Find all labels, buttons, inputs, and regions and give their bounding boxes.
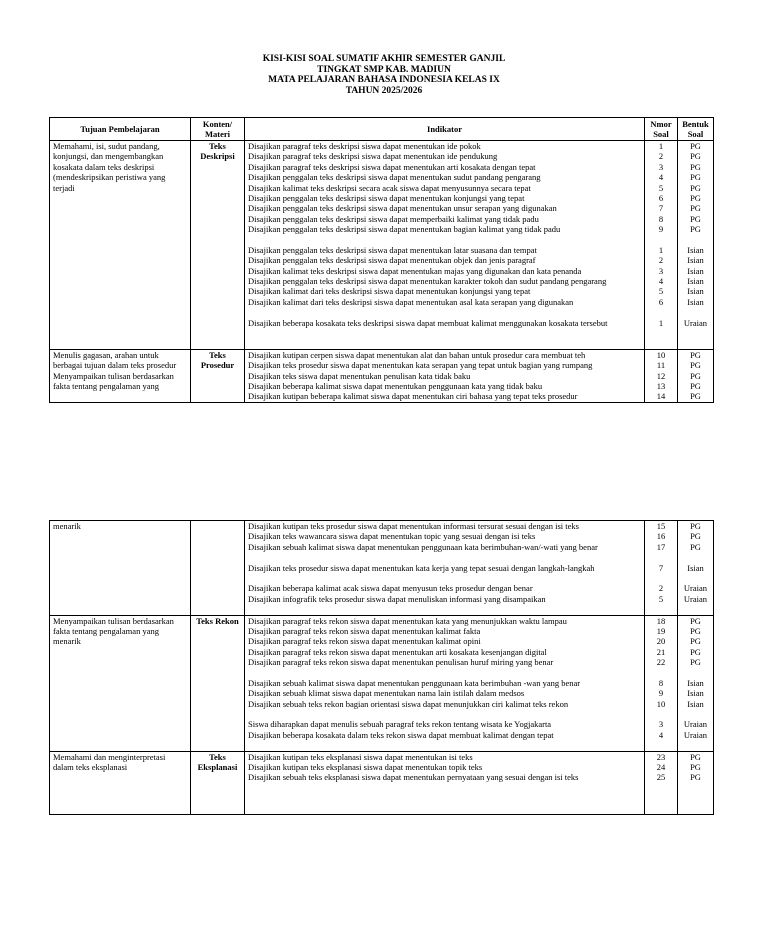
bentuk-soal: Isian (687, 276, 704, 287)
nomor-soal: 1 (658, 244, 664, 255)
indikator-line: Disajikan penggalan teks deskripsi siswa dapat menentukan bagian kalimat yang tidak padu (248, 224, 561, 235)
bentuk-soal (681, 783, 710, 793)
header-title: KISI-KISI SOAL SUMATIF AKHIR SEMESTER GANJIL (262, 54, 506, 64)
nomor-soal: 5 (658, 182, 664, 193)
indikator-line: Disajikan kalimat dari teks deskripsi siswa dapat menentukan asal kata serapan yang digunakan (248, 296, 574, 307)
nomor-soal: 3 (658, 161, 664, 172)
konten-materi-cell (191, 521, 245, 616)
bentuk-soal: Uraian (683, 583, 708, 594)
bentuk-soal: Isian (687, 562, 704, 573)
indikator-line: Disajikan penggalan teks deskripsi siswa dapat menentukan karakter tokoh dan sudut pandang pengarang (248, 276, 607, 287)
bentuk-soal (681, 235, 710, 245)
bentuk-soal: PG (690, 521, 701, 531)
bentuk-soal (681, 328, 710, 338)
nomor-soal (648, 793, 674, 803)
table-section-row (50, 141, 714, 350)
indikator-line: Disajikan sebuah teks eksplanasi siswa dapat menentukan pernyataan yang sesuai dengan isi teks (248, 772, 579, 783)
table-section-row (50, 751, 714, 814)
table-header-row (50, 118, 714, 141)
nomor-soal (648, 338, 674, 348)
indikator-cell (245, 615, 645, 751)
indikator-line (248, 552, 641, 562)
indikator-line: Disajikan kutipan beberapa kalimat siswa dapat menentukan ciri bahasa yang tepat teks prosedur (248, 391, 578, 402)
indikator-line: Disajikan paragraf teks deskripsi siswa dapat menentukan ide pokok (248, 141, 481, 151)
nomor-soal (648, 804, 674, 814)
bentuk-soal: Isian (687, 286, 704, 297)
nomor-soal-cell (645, 141, 678, 350)
indikator-cell (245, 751, 645, 814)
bentuk-soal (681, 573, 710, 583)
indikator-line (248, 235, 641, 245)
bentuk-soal-cell (678, 141, 714, 350)
bentuk-soal: PG (690, 141, 701, 151)
nomor-soal: 19 (656, 625, 666, 636)
nomor-soal: 10 (656, 698, 666, 709)
header-subject: MATA PELAJARAN BAHASA INDONESIA KELAS IX (268, 75, 500, 85)
nomor-soal: 22 (656, 657, 666, 668)
nomor-soal: 13 (656, 380, 666, 391)
nomor-soal: 4 (658, 729, 664, 740)
indikator-line (248, 740, 641, 750)
bentuk-soal: Isian (687, 698, 704, 709)
nomor-soal: 2 (658, 255, 664, 266)
indikator-line (248, 604, 641, 614)
indikator-line: Disajikan paragraf teks deskripsi siswa dapat menentukan arti kosakata dengan tepat (248, 161, 536, 172)
bentuk-soal: PG (690, 615, 701, 626)
bentuk-soal: PG (690, 224, 701, 235)
indikator-line: Disajikan paragraf teks rekon siswa dapat menentukan arti kosakata kesenjangan digital (248, 646, 547, 657)
bentuk-soal: PG (690, 213, 701, 224)
indikator-cell (245, 141, 645, 350)
indikator-line: Disajikan penggalan teks deskripsi siswa dapat memperbaiki kalimat yang tidak padu (248, 213, 539, 224)
indikator-line (248, 328, 641, 338)
bentuk-soal: Isian (687, 688, 704, 699)
indikator-line: Disajikan paragraf teks deskripsi siswa dapat menentukan ide pendukung (248, 151, 498, 162)
konten-materi-cell: Teks Rekon (191, 615, 245, 751)
tujuan-pembelajaran-cell: Memahami, isi, sudut pandang, konjungsi, dan mengembangkan kosakata dalam teks deskripsi (mendeskripsikan peristiwa yang terjadi (50, 141, 191, 350)
nomor-soal (648, 307, 674, 317)
nomor-soal: 23 (656, 751, 666, 762)
nomor-soal: 5 (658, 593, 664, 604)
bentuk-soal: Uraian (683, 729, 708, 740)
table-section-row (50, 615, 714, 751)
nomor-soal: 4 (658, 172, 664, 183)
indikator-line: Disajikan penggalan teks deskripsi siswa dapat menentukan unsur serapan yang digunakan (248, 203, 557, 214)
bentuk-soal: PG (690, 761, 701, 772)
bentuk-soal: PG (690, 161, 701, 172)
nomor-soal (648, 604, 674, 614)
nomor-soal-cell (645, 751, 678, 814)
bentuk-soal (681, 667, 710, 677)
bentuk-soal-cell (678, 615, 714, 751)
indikator-line: Disajikan paragraf teks rekon siswa dapat menentukan kalimat fakta (248, 625, 481, 636)
bentuk-soal-cell (678, 521, 714, 616)
indikator-line: Disajikan penggalan teks deskripsi siswa dapat menentukan sudut pandang pengarang (248, 172, 541, 183)
indikator-line: Disajikan paragraf teks rekon siswa dapat menentukan kalimat opini (248, 636, 481, 647)
bentuk-soal: PG (690, 646, 701, 657)
bentuk-soal (681, 709, 710, 719)
tujuan-pembelajaran-cell: Menulis gagasan, arahan untuk berbagai tujuan dalam teks prosedur Menyampaikan tulisan berdasarkan fakta tentang pengalaman yang (50, 349, 191, 402)
header-tujuan: Tujuan Pembelajaran (50, 118, 191, 141)
document-header (0, 54, 768, 96)
indikator-line (248, 573, 641, 583)
indikator-line: Disajikan paragraf teks rekon siswa dapat menentukan kata yang menunjukkan waktu lampau (248, 615, 567, 626)
indikator-line (248, 804, 641, 814)
nomor-soal: 18 (656, 615, 666, 626)
bentuk-soal: PG (690, 657, 701, 668)
bentuk-soal: PG (690, 772, 701, 783)
indikator-line (248, 793, 641, 803)
nomor-soal: 1 (658, 317, 664, 328)
bentuk-soal: PG (690, 203, 701, 214)
nomor-soal: 16 (656, 531, 666, 542)
bentuk-soal: Isian (687, 265, 704, 276)
nomor-soal: 12 (656, 370, 666, 381)
bentuk-soal (681, 793, 710, 803)
indikator-line (248, 783, 641, 793)
header-level: TINGKAT SMP KAB. MADIUN (317, 64, 451, 75)
nomor-soal: 3 (658, 265, 664, 276)
indikator-line: Disajikan teks prosedur siswa dapat menentukan kata kerja yang tepat sesuai dengan langkah-langkah (248, 562, 595, 573)
bentuk-soal: Isian (687, 296, 704, 307)
bentuk-soal (681, 604, 710, 614)
indikator-line (248, 667, 641, 677)
tujuan-pembelajaran-cell: Menyampaikan tulisan berdasarkan fakta tentang pengalaman yang menarik (50, 615, 191, 751)
indikator-line: Disajikan beberapa kosakata dalam teks rekon siswa dapat membuat kalimat dengan tepat (248, 729, 554, 740)
bentuk-soal: PG (690, 541, 701, 552)
indikator-line (248, 307, 641, 317)
nomor-soal: 1 (658, 141, 664, 151)
indikator-line: Disajikan paragraf teks rekon siswa dapat menentukan penulisan huruf miring yang benar (248, 657, 554, 668)
nomor-soal (648, 573, 674, 583)
indikator-line: Disajikan kutipan teks prosedur siswa dapat menentukan informasi tersurat sesuai dengan isi teks (248, 521, 579, 531)
nomor-soal-cell (645, 349, 678, 402)
table-section-row (50, 349, 714, 402)
nomor-soal: 2 (658, 583, 664, 594)
indikator-line: Disajikan sebuah kalimat siswa dapat menentukan penggunaan kata berimbuhan -wan yang benar (248, 677, 581, 688)
nomor-soal: 11 (656, 360, 666, 371)
nomor-soal: 5 (658, 286, 664, 297)
indikator-line (248, 709, 641, 719)
nomor-soal: 7 (658, 203, 664, 214)
bentuk-soal: Isian (687, 244, 704, 255)
indikator-line: Disajikan sebuah klimat siswa dapat menentukan nama lain istilah dalam medsos (248, 688, 525, 699)
header-konten: Konten/ Materi (191, 118, 245, 141)
bentuk-soal: PG (690, 531, 701, 542)
bentuk-soal-cell (678, 751, 714, 814)
indikator-line: Disajikan teks siswa dapat menentukan penulisan kata tidak baku (248, 370, 471, 381)
bentuk-soal: Isian (687, 677, 704, 688)
nomor-soal (648, 740, 674, 750)
bentuk-soal-cell (678, 349, 714, 402)
nomor-soal: 6 (658, 296, 664, 307)
indikator-line: Disajikan sebuah teks rekon bagian orientasi siswa dapat menunjukkan ciri kalimat teks rekon (248, 698, 569, 709)
tujuan-pembelajaran-cell: Memahami dan menginterpretasi dalam teks eksplanasi (50, 751, 191, 814)
bentuk-soal: PG (690, 751, 701, 762)
bentuk-soal (681, 740, 710, 750)
nomor-soal: 7 (658, 562, 664, 573)
nomor-soal: 9 (658, 224, 664, 235)
bentuk-soal: Uraian (683, 719, 708, 730)
nomor-soal: 15 (656, 521, 666, 531)
bentuk-soal: PG (690, 182, 701, 193)
indikator-line: Disajikan beberapa kalimat acak siswa dapat menyusun teks prosedur dengan benar (248, 583, 533, 594)
indikator-line: Disajikan beberapa kalimat siswa dapat menentukan penggunaan kata yang tidak baku (248, 380, 543, 391)
bentuk-soal: PG (690, 636, 701, 647)
bentuk-soal: Uraian (683, 593, 708, 604)
indikator-line: Disajikan infografik teks prosedur siswa dapat menuliskan informasi yang disampaikan (248, 593, 546, 604)
nomor-soal: 2 (658, 151, 664, 162)
bentuk-soal (681, 552, 710, 562)
indikator-line: Disajikan kutipan cerpen siswa dapat menentukan alat dan bahan untuk prosedur cara membuat teh (248, 349, 586, 360)
nomor-soal: 25 (656, 772, 666, 783)
nomor-soal-cell (645, 521, 678, 616)
nomor-soal: 14 (656, 391, 666, 402)
nomor-soal: 3 (658, 719, 664, 730)
indikator-line (248, 338, 641, 348)
indikator-line: Siswa diharapkan dapat menulis sebuah paragraf teks rekon tentang wisata ke Yogjakarta (248, 719, 552, 730)
nomor-soal: 8 (658, 213, 664, 224)
kisi-table-page-2 (49, 520, 714, 815)
indikator-line: Disajikan sebuah kalimat siswa dapat menentukan penggunaan kata berimbuhan-wan/-wati yang benar (248, 541, 598, 552)
indikator-line: Disajikan teks prosedur siswa dapat menentukan kata serapan yang tepat untuk bagian yang rumpang (248, 360, 593, 371)
tujuan-pembelajaran-cell: menarik (50, 521, 191, 616)
header-indikator: Indikator (245, 118, 645, 141)
nomor-soal: 9 (658, 688, 664, 699)
indikator-cell (245, 349, 645, 402)
indikator-line: Disajikan kalimat dari teks deskripsi siswa dapat menentukan konjungsi yang tepat (248, 286, 531, 297)
nomor-soal: 17 (656, 541, 666, 552)
nomor-soal: 21 (656, 646, 666, 657)
nomor-soal (648, 783, 674, 793)
indikator-line: Disajikan kalimat teks deskripsi secara acak siswa dapat menyusunnya secara tepat (248, 182, 531, 193)
bentuk-soal: PG (690, 360, 701, 371)
bentuk-soal: PG (690, 349, 701, 360)
bentuk-soal: Isian (687, 255, 704, 266)
bentuk-soal (681, 307, 710, 317)
bentuk-soal: PG (690, 151, 701, 162)
nomor-soal: 4 (658, 276, 664, 287)
nomor-soal: 24 (656, 761, 666, 772)
nomor-soal: 6 (658, 192, 664, 203)
bentuk-soal: PG (690, 391, 701, 402)
bentuk-soal (681, 804, 710, 814)
nomor-soal-cell (645, 615, 678, 751)
header-bentuk-soal: Bentuk Soal (678, 118, 714, 141)
nomor-soal (648, 667, 674, 677)
nomor-soal (648, 552, 674, 562)
header-year: TAHUN 2025/2026 (345, 85, 423, 96)
indikator-line: Disajikan kutipan teks eksplanasi siswa dapat menentukan topik teks (248, 761, 483, 772)
bentuk-soal (681, 338, 710, 348)
bentuk-soal: PG (690, 370, 701, 381)
konten-materi-cell: Teks Deskripsi (191, 141, 245, 350)
indikator-line: Disajikan penggalan teks deskripsi siswa dapat menentukan konjungsi yang tepat (248, 192, 525, 203)
table-section-row (50, 521, 714, 616)
bentuk-soal: PG (690, 192, 701, 203)
kisi-table-page-1 (49, 117, 714, 403)
nomor-soal (648, 235, 674, 245)
nomor-soal (648, 709, 674, 719)
bentuk-soal: Uraian (683, 317, 708, 328)
nomor-soal: 20 (656, 636, 666, 647)
indikator-line: Disajikan kutipan teks eksplanasi siswa dapat menentukan isi teks (248, 751, 473, 762)
header-nomor-soal: Nmor Soal (645, 118, 678, 141)
indikator-line: Disajikan penggalan teks deskripsi siswa dapat menentukan latar suasana dan tempat (248, 244, 537, 255)
nomor-soal: 10 (656, 349, 666, 360)
indikator-cell (245, 521, 645, 616)
indikator-line: Disajikan kalimat teks deskripsi siswa dapat menentukan majas yang digunakan dan kata penanda (248, 265, 582, 276)
konten-materi-cell: Teks Prosedur (191, 349, 245, 402)
indikator-line: Disajikan teks wawancara siswa dapat menentukan topic yang sesuai dengan isi teks (248, 531, 536, 542)
konten-materi-cell: Teks Eksplanasi (191, 751, 245, 814)
nomor-soal: 8 (658, 677, 664, 688)
bentuk-soal: PG (690, 172, 701, 183)
bentuk-soal: PG (690, 380, 701, 391)
nomor-soal (648, 328, 674, 338)
indikator-line: Disajikan penggalan teks deskripsi siswa dapat menentukan objek dan jenis paragraf (248, 255, 536, 266)
bentuk-soal: PG (690, 625, 701, 636)
indikator-line: Disajikan beberapa kosakata teks deskripsi siswa dapat membuat kalimat menggunakan kosakata tersebut (248, 317, 608, 328)
